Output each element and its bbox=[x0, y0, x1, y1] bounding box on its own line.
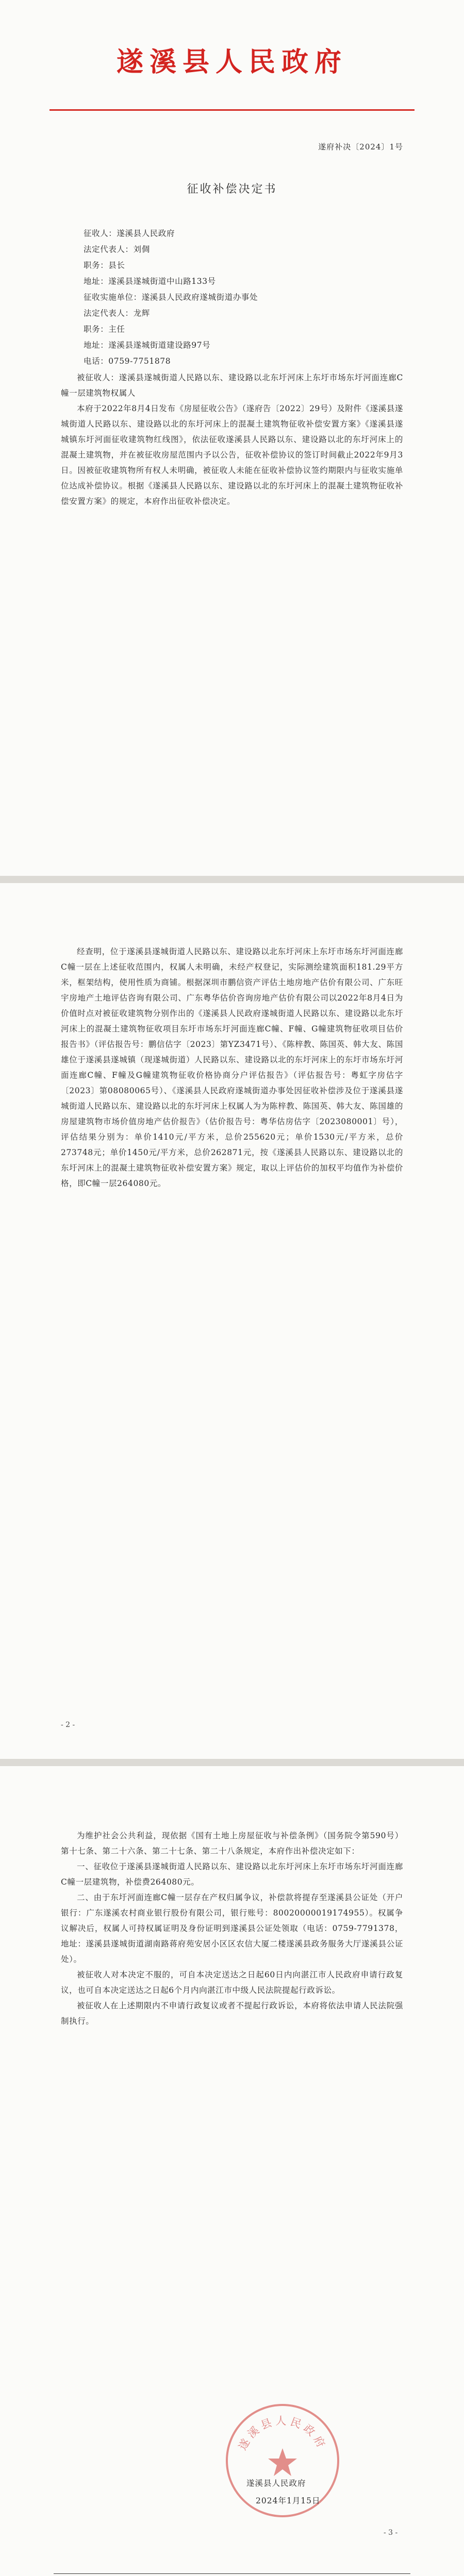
document-number: 遂府补决〔2024〕1号 bbox=[318, 142, 403, 151]
document-header-org-title: 遂溪县人民政府 bbox=[116, 47, 347, 78]
paragraph-legal-basis: 为维护社会公共利益，现依据《国有土地上房屋征收与补偿条例》（国务院令第590号）第十七条、第二十六条、第二十七条、第二十八条规定，本府作出补偿决定如下： bbox=[61, 1831, 403, 1856]
paragraph-expropriated: 被征收人：遂溪县遂城街道人民路以东、建设路以北东圩河床上东圩市场东圩河面连廊C幢一层建筑物权属人 bbox=[61, 373, 403, 398]
document-title: 征收补偿决定书 bbox=[187, 183, 277, 196]
document-page-2 bbox=[0, 883, 464, 1759]
address2-line: 地址：遂溪县遂城街道建设路97号 bbox=[84, 341, 211, 350]
signature-org: 遂溪县人民政府 bbox=[246, 2479, 306, 2488]
document-page-1 bbox=[0, 0, 464, 876]
svg-text:遂溪县人民政府 bbox=[236, 2415, 329, 2452]
page-break bbox=[0, 876, 464, 883]
seal-star-icon bbox=[268, 2448, 297, 2476]
paragraph-announcement: 本府于2022年8月4日发布《房屋征收公告》（遂府告〔2022〕29号）及附件《遂溪县遂城街道人民路以东、建设路以北的东圩河床上的混凝土建筑物征收补偿安置方案》《遂溪县遂城镇东圩河面征收建筑物红线图》，依法征收遂溪县人民路以东、建设路以北的东圩河床上的混凝土建筑物，并在被征收房屋范围内予以公告，征收补偿协议的签订时间截止2022年9月3日。因被征收建筑物所有权人未明确，被征收人未能在征收补偿协议签约期限内与征收实施单位达成补偿协议。根据《遂溪县人民路以东、建设路以北的东圩河床上的混凝土建筑物征收补偿安置方案》的规定，本府作出征收补偿决定。 bbox=[61, 404, 403, 506]
page-break bbox=[0, 1759, 464, 1766]
disclosure-footer bbox=[54, 2573, 410, 2576]
phone-line: 电话：0759-7751878 bbox=[84, 357, 171, 366]
implementer-line: 征收实施单位：遂溪县人民政府遂城街道办事处 bbox=[84, 293, 258, 302]
body-page-2 bbox=[61, 944, 403, 1191]
signature-date: 2024年1月15日 bbox=[256, 2496, 321, 2505]
parties-block bbox=[84, 226, 403, 369]
position2-line: 职务：主任 bbox=[84, 325, 125, 334]
page-number: - 2 - bbox=[61, 1721, 75, 1729]
seal-text: 遂溪县人民政府 bbox=[236, 2414, 329, 2452]
paragraph-decision-2: 二、由于东圩河面连廊C幢一层存在产权归属争议，补偿款将提存至遂溪县公证处（开户银行：广东遂溪农村商业银行股份有限公司，银行账号：80020000019174955）。权属争议解决后，权属人可持权属证明及身份证明到遂溪县公证处领取（电话：0759-7791378，地址：遂溪县遂城街道湖南路蒋府苑安居小区区农信大厦二楼遂溪县政务服务大厅遂溪县公证处）。 bbox=[61, 1893, 403, 1964]
paragraph-decision-1: 一、征收位于遂溪县遂城街道人民路以东、建设路以北东圩河床上东圩市场东圩河面连廊C幢一层建筑物，补偿费264080元。 bbox=[61, 1862, 403, 1887]
page-number: - 3 - bbox=[384, 2529, 398, 2537]
legal-rep2-line: 法定代表人：龙辉 bbox=[84, 309, 150, 318]
collector-line: 征收人：遂溪县人民政府 bbox=[84, 229, 175, 238]
paragraph-appeal: 被征收人对本决定不服的，可自本决定送达之日起60日内向湛江市人民政府申请行政复议，也可自本决定送达之日起6个月内向湛江市中级人民法院提起行政诉讼。 bbox=[61, 1970, 403, 1995]
body-page-1 bbox=[61, 370, 403, 509]
legal-rep-line: 法定代表人：刘倜 bbox=[84, 245, 150, 254]
document-page-3 bbox=[0, 1766, 464, 2576]
header-red-divider bbox=[49, 109, 415, 111]
address-line: 地址：遂溪县遂城街道中山路133号 bbox=[84, 277, 216, 286]
position-line: 职务：县长 bbox=[84, 261, 125, 270]
body-page-3 bbox=[61, 1828, 403, 2029]
paragraph-enforcement: 被征收人在上述期限内不申请行政复议或者不提起行政诉讼，本府将依法申请人民法院强制执行。 bbox=[61, 2001, 403, 2026]
paragraph-findings: 经查明，位于遂溪县遂城街道人民路以东、建设路以北东圩河床上东圩市场东圩河面连廊C幢一层在上述征收范围内，权属人未明确，未经产权登记，实际测绘建筑面积181.29平方米，框架结构，使用性质为商铺。根据深圳市鹏信资产评估土地房地产估价有限公司、广东旺宇房地产土地评估咨询有限公司、广东粤华估价咨询房地产估价有限公司以2022年8月4日为价值时点对被征收建筑物分别作出的《遂溪县人民政府遂城街道人民路以东、建设路以北东圩河床上的混凝土建筑物征收项目东圩市场东圩河面连廊C幢、F幢、G幢建筑物征收项目估价报告书》（评估报告号：鹏信估字〔2023〕第YZ3471号）、《陈梓教、陈国英、韩大友、陈国雄位于遂溪县遂城镇（现遂城街道）人民路以东、建设路以北的东圩河床上的东圩市场东圩河面连廊C幢、F幢及G幢建筑物征收价格协商分户评估报告》（评估报告号：粤虹字房估字〔2023〕第08080065号）、《遂溪县人民政府遂城街道办事处因征收补偿涉及位于遂溪县遂城街道人民路以东、建设路以北的东圩河床上权属人为为陈梓教、陈国英、韩大友、陈国雄的房屋建筑物市场价值房地产估价报告》（估价报告号：粤华估房估字〔2023080001〕号），评估结果分别为：单价1410元/平方米，总价255620元；单价1530元/平方米，总价273748元；单价1450元/平方米，总价262871元，按《遂溪县人民路以东、建设路以北的东圩河床上的混凝土建筑物征收补偿安置方案》规定，取以上评估价的加权平均值作为补偿价格，即C幢一层264080元。 bbox=[61, 947, 403, 1188]
